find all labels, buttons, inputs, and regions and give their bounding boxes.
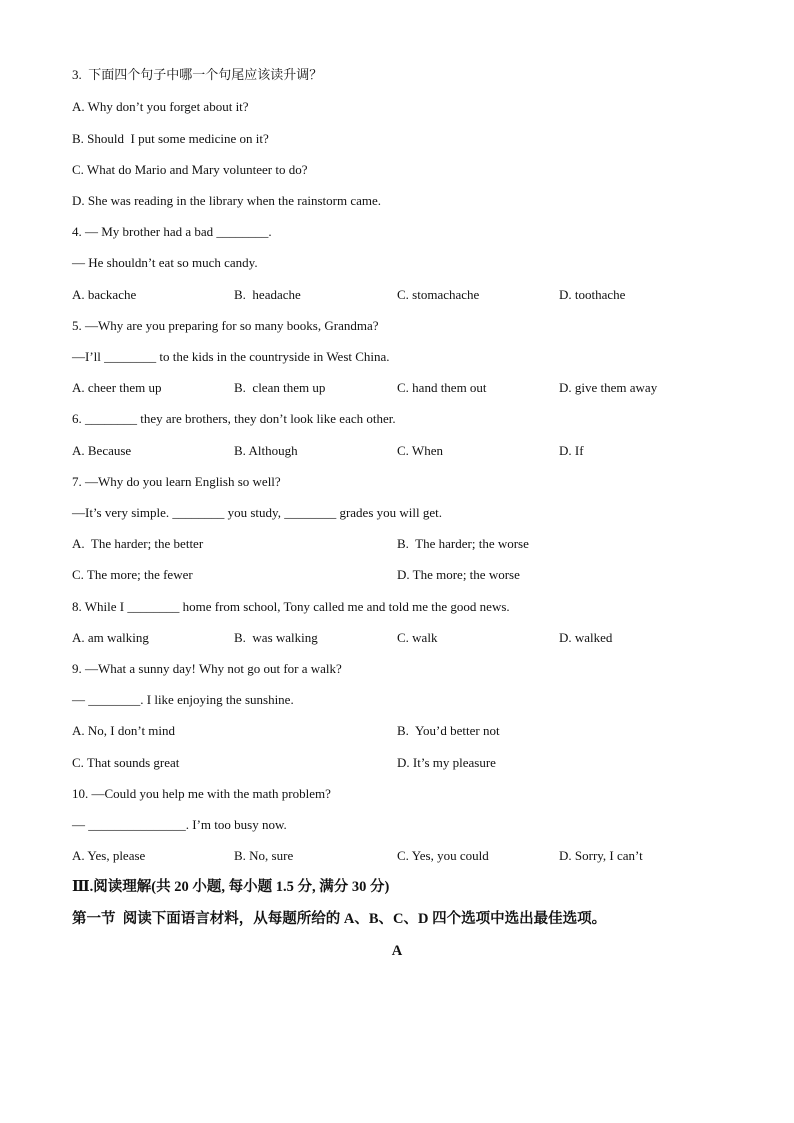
q6-option-a: A. Because [72,443,132,458]
q8-option-b: B. was walking [234,630,318,645]
q7-option-d: D. The more; the worse [397,567,520,582]
q7-response: —It’s very simple. ________ you study, ________ grades you will get. [72,505,442,520]
q3-option-c: C. What do Mario and Mary volunteer to do? [72,162,308,177]
q6-option-b: B. Although [234,443,298,458]
q7-option-b: B. The harder; the worse [397,536,529,551]
section-instruction: 第一节 阅读下面语言材料，从每题所给的 A、B、C、D 四个选项中选出最佳选项。 [72,911,607,927]
passage-label: A [391,943,403,959]
q5-option-c: C. hand them out [397,380,487,395]
q4-option-c: C. stomachache [397,287,480,302]
q9-option-c: C. That sounds great [72,755,180,770]
q7-stem: 7. —Why do you learn English so well? [72,474,281,489]
q5-response: —I’ll ________ to the kids in the countryside in West China. [72,349,390,364]
q5-option-d: D. give them away [559,380,658,395]
q10-option-d: D. Sorry, I can’t [559,848,643,863]
q10-response: — _______________. I’m too busy now. [72,817,287,832]
q9-stem: 9. —What a sunny day! Why not go out for a walk? [72,661,342,676]
q3-option-d: D. She was reading in the library when the rainstorm came. [72,193,382,208]
q6-option-c: C. When [397,443,443,458]
q4-option-a: A. backache [72,287,137,302]
q6-option-d: D. If [559,443,584,458]
q5-stem: 5. —Why are you preparing for so many books, Grandma? [72,318,379,333]
q10-option-a: A. Yes, please [72,848,146,863]
section-heading: Ⅲ.阅读理解(共 20 小题, 每小题 1.5 分, 满分 30 分) [72,879,390,895]
q9-option-d: D. It’s my pleasure [397,755,496,770]
q4-option-d: D. toothache [559,287,626,302]
q4-response: — He shouldn’t eat so much candy. [72,255,258,270]
q9-option-a: A. No, I don’t mind [72,723,176,738]
q3-option-b: B. Should I put some medicine on it? [72,131,269,146]
q10-stem: 10. —Could you help me with the math problem? [72,786,331,801]
q8-option-d: D. walked [559,630,613,645]
q5-option-b: B. clean them up [234,380,326,395]
q7-option-c: C. The more; the fewer [72,567,193,582]
q8-option-c: C. walk [397,630,438,645]
q5-option-a: A. cheer them up [72,380,162,395]
q4-option-b: B. headache [234,287,301,302]
q3-option-a: A. Why don’t you forget about it? [72,99,249,114]
q3-stem: 3. 下面四个句子中哪一个句尾应该读升调？ [72,67,323,82]
q9-option-b: B. You’d better not [397,723,500,738]
q10-option-c: C. Yes, you could [397,848,489,863]
q9-response: — ________. I like enjoying the sunshine. [72,692,294,707]
q8-option-a: A. am walking [72,630,149,645]
q8-stem: 8. While I ________ home from school, Tony called me and told me the good news. [72,599,510,614]
q10-option-b: B. No, sure [234,848,294,863]
q6-stem: 6. ________ they are brothers, they don’t look like each other. [72,411,396,426]
q7-option-a: A. The harder; the better [72,536,204,551]
q4-stem: 4. — My brother had a bad ________. [72,224,272,239]
